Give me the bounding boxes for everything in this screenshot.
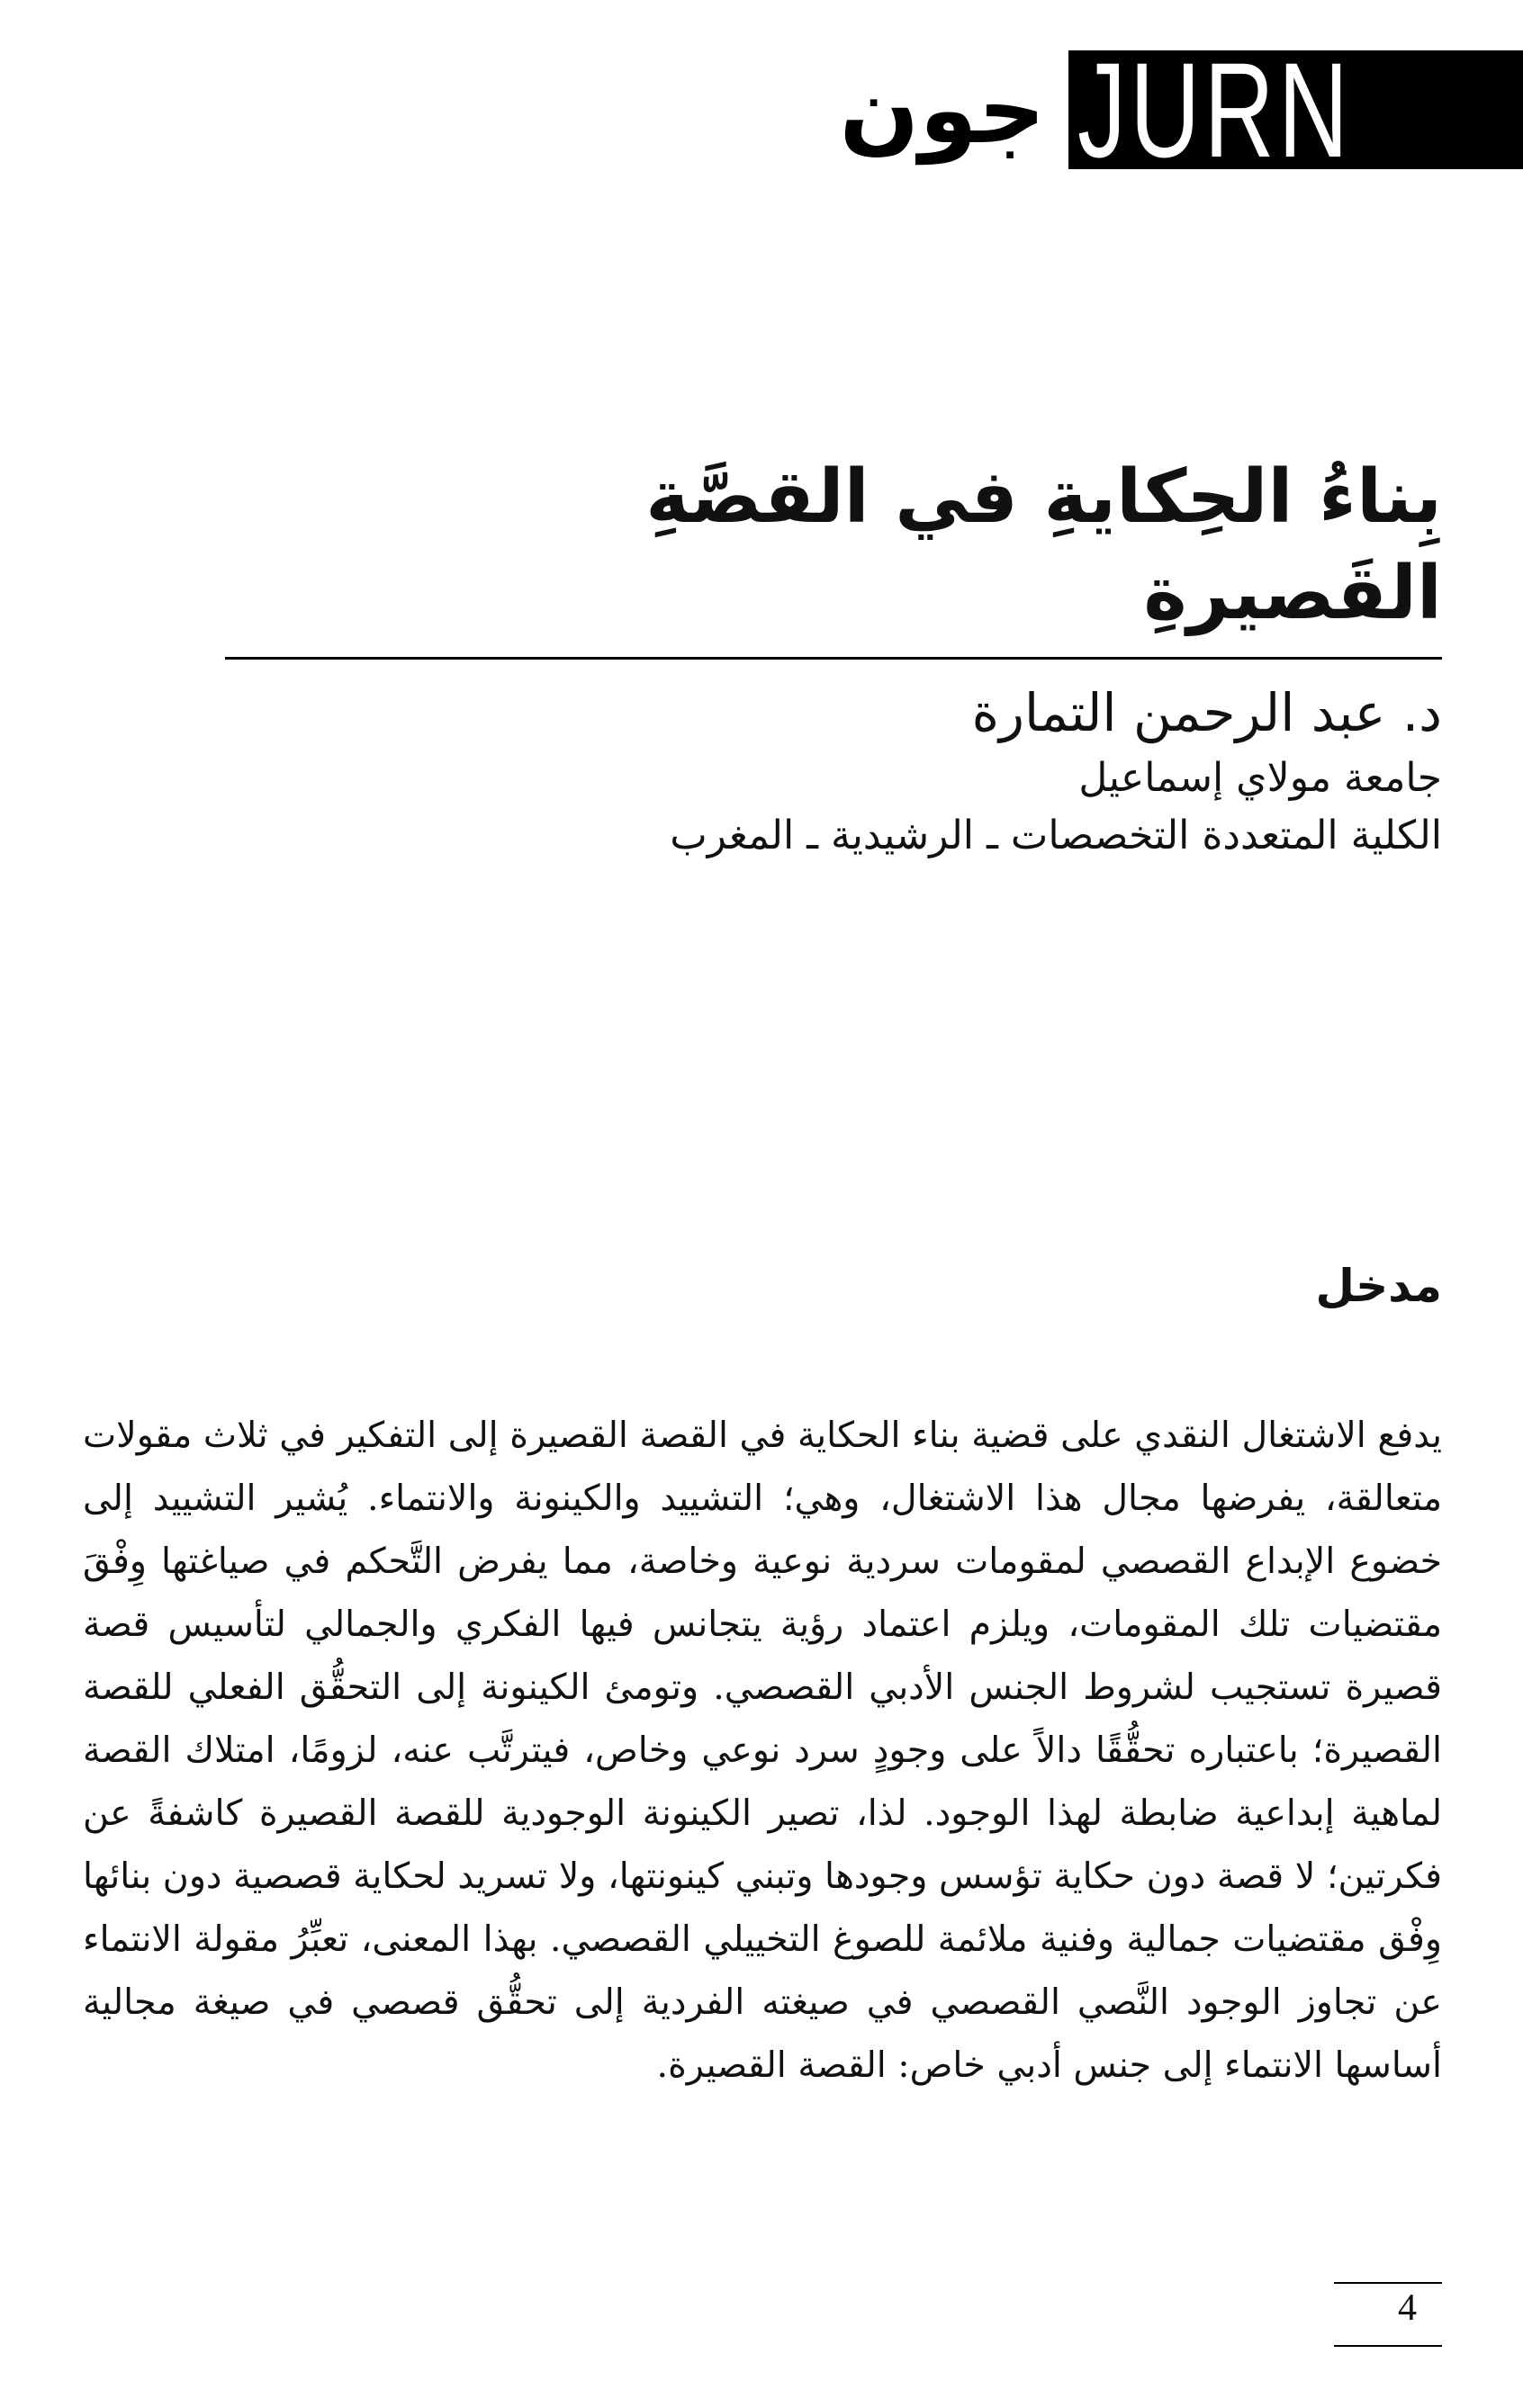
page-number-rule-top [1334, 2282, 1442, 2284]
author-name: د. عبد الرحمن التمارة [971, 682, 1442, 743]
page-number-rule-bottom [1334, 2345, 1442, 2347]
author-block [272, 677, 1442, 865]
body-paragraph: يدفع الاشتغال النقدي على قضية بناء الحكاية في القصة القصيرة إلى التفكير في ثلاث مقولات متعالقة، يفرضها مجال هذا الاشتغال، وهي؛ التشييد والكينونة والانتماء. يُشير التشييد إلى خضوع الإبداع القصصي لمقومات سردية نوعية وخاصة، مما يفرض التَّحكم في صياغتها وِفْقَ مقتضيات تلك المقومات، ويلزم اعتماد رؤية يتجانس فيها الفكري والجمالي لتأسيس قصة قصيرة تستجيب لشروط الجنس الأدبي القصصي. وتومئ الكينونة إلى التحقُّق الفعلي للقصة القصيرة؛ باعتباره تحقُّقًا دالاً على وجودٍ سرد نوعي وخاص، فيترتَّب عنه، لزومًا، امتلاك القصة لماهية إبداعية ضابطة لهذا الوجود. لذا، تصير الكينونة الوجودية للقصة القصيرة كاشفةً عن فكرتين؛ لا قصة دون حكاية تؤسس وجودها وتبني كينونتها، ولا تسريد لحكاية قصصية دون بنائها وِفْق مقتضيات جمالية وفنية ملائمة للصوغ التخييلي القصصي. بهذا المعنى، تعبِّرُ مقولة الانتماء عن تجاوز الوجود النَّصي القصصي في صيغته الفردية إلى تحقُّق قصصي في صيغة مجالية أساسها الانتماء إلى جنس أدبي خاص: القصة القصيرة. [83, 1415, 1442, 2086]
title-divider [225, 657, 1442, 660]
page-number: 4 [1398, 2287, 1417, 2329]
section-heading: مدخل [1315, 1260, 1442, 1312]
journal-logo-arabic: جون [839, 55, 1046, 165]
journal-logo [816, 34, 1523, 185]
author-university: جامعة مولاي إسماعيل [1078, 755, 1442, 802]
article-title: بِناءُ الحِكايةِ في القصَّةِ القَصيرةِ [645, 454, 1442, 636]
journal-logo-latin: JURN [1077, 34, 1353, 185]
journal-logo-latin-box [1068, 34, 1523, 185]
author-faculty: الكلية المتعددة التخصصات ـ الرشيدية ـ المغرب [670, 812, 1442, 858]
